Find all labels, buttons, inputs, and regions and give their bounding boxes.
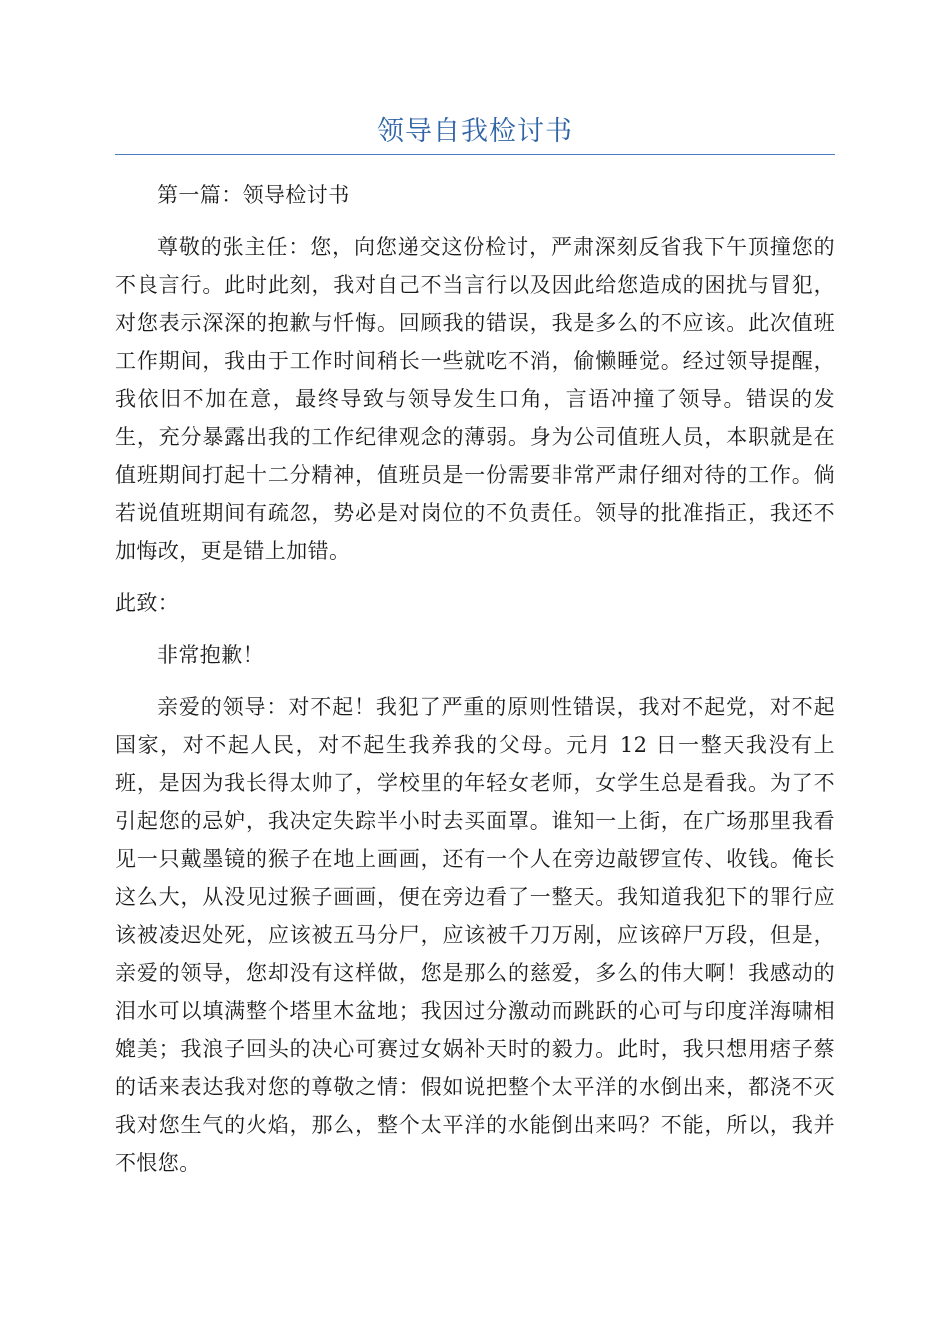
document-title: 领导自我检讨书 [377, 116, 573, 147]
title-underline [115, 154, 835, 155]
paragraph-salutation: 此致： [115, 591, 180, 615]
paragraph-sorry: 非常抱歉！ [157, 643, 264, 667]
document-body [115, 176, 835, 1196]
paragraph-apology-letter: 尊敬的张主任：您，向您递交这份检讨，严肃深刻反省我下午顶撞您的不良言行。此时此刻，我对自己不当言行以及因此给您造成的困扰与冒犯，对您表示深深的抱歉与忏悔。回顾我的错误，我是多么的不应该。此次值班工作期间，我由于工作时间稍长一些就吃不消，偷懒睡觉。经过领导提醒，我依旧不加在意，最终导致与领导发生口角，言语冲撞了领导。错误的发生，充分暴露出我的工作纪律观念的薄弱。身为公司值班人员，本职就是在值班期间打起十二分精神，值班员是一份需要非常严肃仔细对待的工作。倘若说值班期间有疏忽，势必是对岗位的不负责任。领导的批准指正，我还不加悔改，更是错上加错。 [115, 235, 835, 563]
section-heading: 第一篇：领导检讨书 [157, 183, 350, 207]
paragraph-humorous-letter: 亲爱的领导：对不起！我犯了严重的原则性错误，我对不起党，对不起国家，对不起人民，对不起生我养我的父母。元月 12 日一整天我没有上班，是因为我长得太帅了，学校里的年轻女老师，女学生总是看我。为了不引起您的忌妒，我决定失踪半小时去买面罩。谁知一上街，在广场那里我看见一只戴墨镜的猴子在地上画画，还有一个人在旁边敲锣宣传、收钱。俺长这么大，从没见过猴子画画，便在旁边看了一整天。我知道我犯下的罪行应该被凌迟处死，应该被五马分尸，应该被千刀万剐，应该碎尸万段，但是，亲爱的领导，您却没有这样做，您是那么的慈爱，多么的伟大啊！我感动的泪水可以填满整个塔里木盆地；我因过分激动而跳跃的心可与印度洋海啸相媲美；我浪子回头的决心可赛过女娲补天时的毅力。此时，我只想用痞子蔡的话来表达我对您的尊敬之情：假如说把整个太平洋的水倒出来，都浇不灭我对您生气的火焰，那么，整个太平洋的水能倒出来吗？不能，所以，我并不恨您。 [115, 695, 835, 1175]
